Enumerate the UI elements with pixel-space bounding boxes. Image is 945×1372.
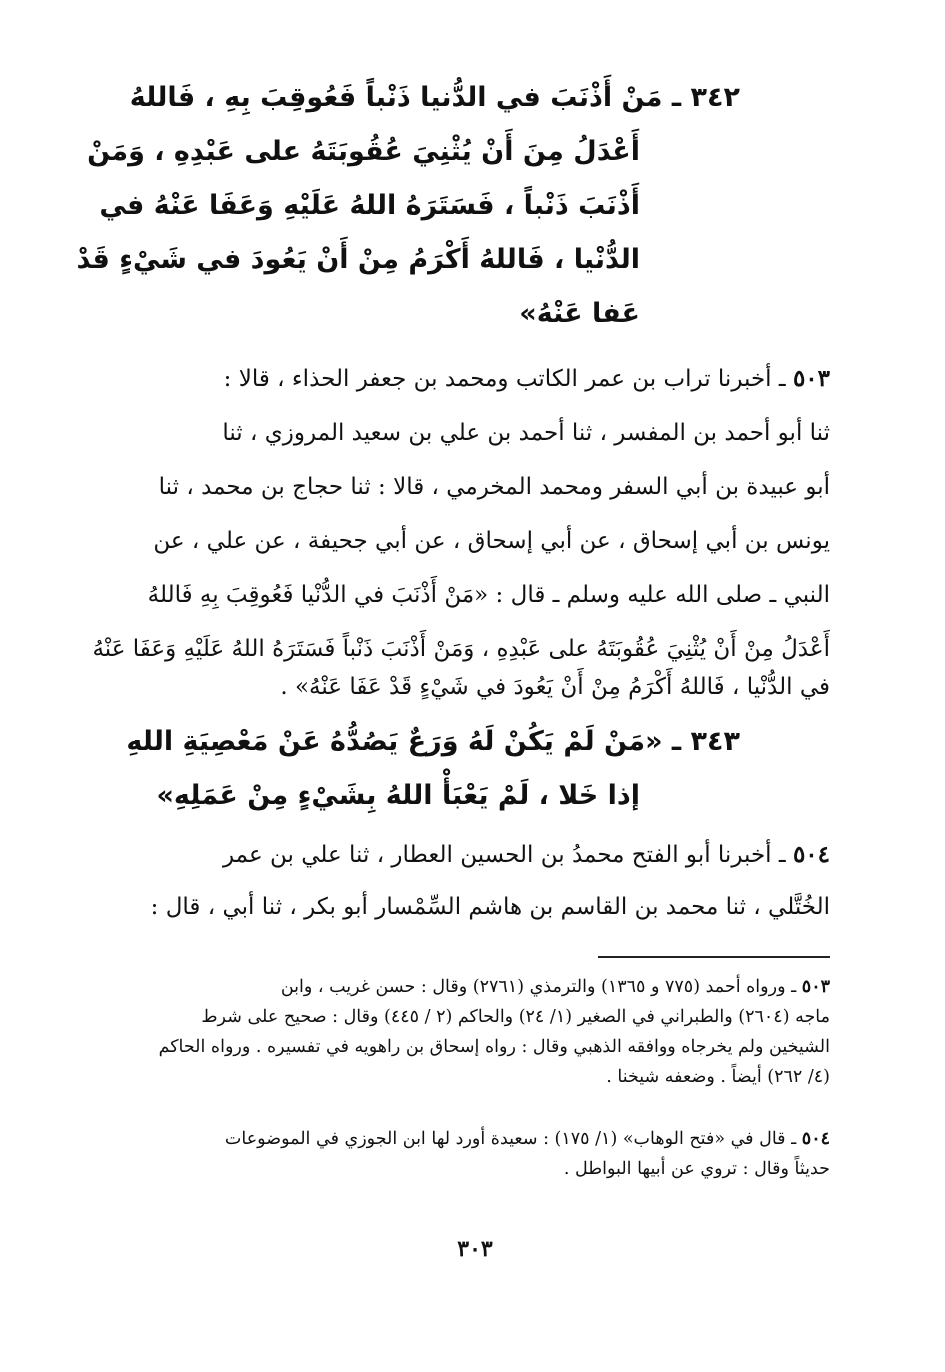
narration-503-line-5: النبي ـ صلى الله عليه وسلم ـ قال : «مَنْ أَذْنَبَ في الدُّنْيا فَعُوقِبَ بِهِ فَاللهُ <box>147 582 830 608</box>
narration-504-line-1: ٥٠٤ ـ أخبرنا أبو الفتح محمدُ بن الحسين العطار ، ثنا علي بن عمر <box>222 841 830 868</box>
footnote-503-line-4: (٤/ ٢٦٢) أيضاً . وضعفه شيخنا . <box>606 1067 830 1087</box>
footnote-separator <box>598 956 830 958</box>
footnote-504-line-1: ٥٠٤ ـ قال في «فتح الوهاب» (١/ ١٧٥) : سعيدة أورد لها ابن الجوزي في الموضوعات <box>224 1129 830 1149</box>
narration-503-line-3: أبو عبيدة بن أبي السفر ومحمد المخرمي ، قالا : ثنا حجاج بن محمد ، ثنا <box>158 474 830 500</box>
hadith-342-line-5: عَفا عَنْهُ» <box>519 298 640 329</box>
narration-503-line-4: يونس بن أبي إسحاق ، عن أبي إسحاق ، عن أبي جحيفة ، عن علي ، عن <box>153 528 830 554</box>
footnote-503-line-1: ٥٠٣ ـ ورواه أحمد (٧٧٥ و ١٣٦٥) والترمذي (٢٧٦١) وقال : حسن غريب ، وابن <box>280 977 830 997</box>
narration-504-number: ٥٠٤ <box>792 841 830 868</box>
narration-503-number: ٥٠٣ <box>792 365 830 392</box>
page-number: ٣٠٣ <box>457 1236 493 1262</box>
narration-503-line-6: أَعْدَلُ مِنْ أَنْ يُثْنِيَ عُقُوبَتَهُ على عَبْدِهِ ، وَمَنْ أَذْنَبَ ذَنْباً فَسَتَرَهُ اللهُ عَلَيْهِ وَعَفَا عَنْهُ <box>92 636 830 662</box>
narration-503-line-2: ثنا أبو أحمد بن المفسر ، ثنا أحمد بن علي بن سعيد المروزي ، ثنا <box>222 420 830 446</box>
hadith-342-line-2: أَعْدَلُ مِنَ أَنْ يُثْنِيَ عُقُوبَتَهُ على عَبْدِهِ ، وَمَنْ <box>87 136 640 167</box>
footnote-503-line-2: ماجه (٢٦٠٤) والطبراني في الصغير (١/ ٢٤) والحاكم (٢ / ٤٤٥) وقال : صحيح على شرط <box>201 1007 830 1027</box>
footnote-504-line-2: حديثاً وقال : تروي عن أبيها البواطل . <box>563 1159 830 1179</box>
hadith-342-number: ٣٤٢ <box>690 82 740 113</box>
footnote-504-number: ٥٠٤ <box>801 1129 830 1149</box>
hadith-343-line-2: إذا خَلا ، لَمْ يَعْبَأْ اللهُ بِشَيْءٍ مِنْ عَمَلِهِ» <box>156 780 640 811</box>
narration-503-line-1: ٥٠٣ ـ أخبرنا تراب بن عمر الكاتب ومحمد بن جعفر الحذاء ، قالا : <box>223 365 830 392</box>
hadith-343-number: ٣٤٣ <box>690 726 740 757</box>
footnote-503-number: ٥٠٣ <box>801 977 830 997</box>
narration-503-line-7: في الدُّنْيا ، فَاللهُ أَكْرَمُ مِنْ أَنْ يَعُودَ في شَيْءٍ قَدْ عَفَا عَنْهُ» . <box>280 674 830 700</box>
narration-504-line-2: الخُتَّلي ، ثنا محمد بن القاسم بن هاشم السِّمْسار أبو بكر ، ثنا أبي ، قال : <box>150 894 830 920</box>
hadith-343-line-1: ٣٤٣ ـ «مَنْ لَمْ يَكُنْ لَهُ وَرَعٌ يَصُدُّهُ عَنْ مَعْصِيَةِ اللهِ <box>126 726 740 757</box>
footnote-503-line-3: الشيخين ولم يخرجاه ووافقه الذهبي وقال : رواه إسحاق بن راهويه في تفسيره . ورواه الحاكم <box>158 1037 830 1057</box>
hadith-342-line-4: الدُّنْيا ، فَاللهُ أَكْرَمُ مِنْ أَنْ يَعُودَ في شَيْءٍ قَدْ <box>76 244 640 275</box>
hadith-342-line-1: ٣٤٢ ـ مَنْ أَذْنَبَ في الدُّنيا ذَنْباً فَعُوقِبَ بِهِ ، فَاللهُ <box>129 82 740 113</box>
hadith-342-line-3: أَذْنَبَ ذَنْباً ، فَسَتَرَهُ اللهُ عَلَيْهِ وَعَفَا عَنْهُ في <box>99 190 640 221</box>
